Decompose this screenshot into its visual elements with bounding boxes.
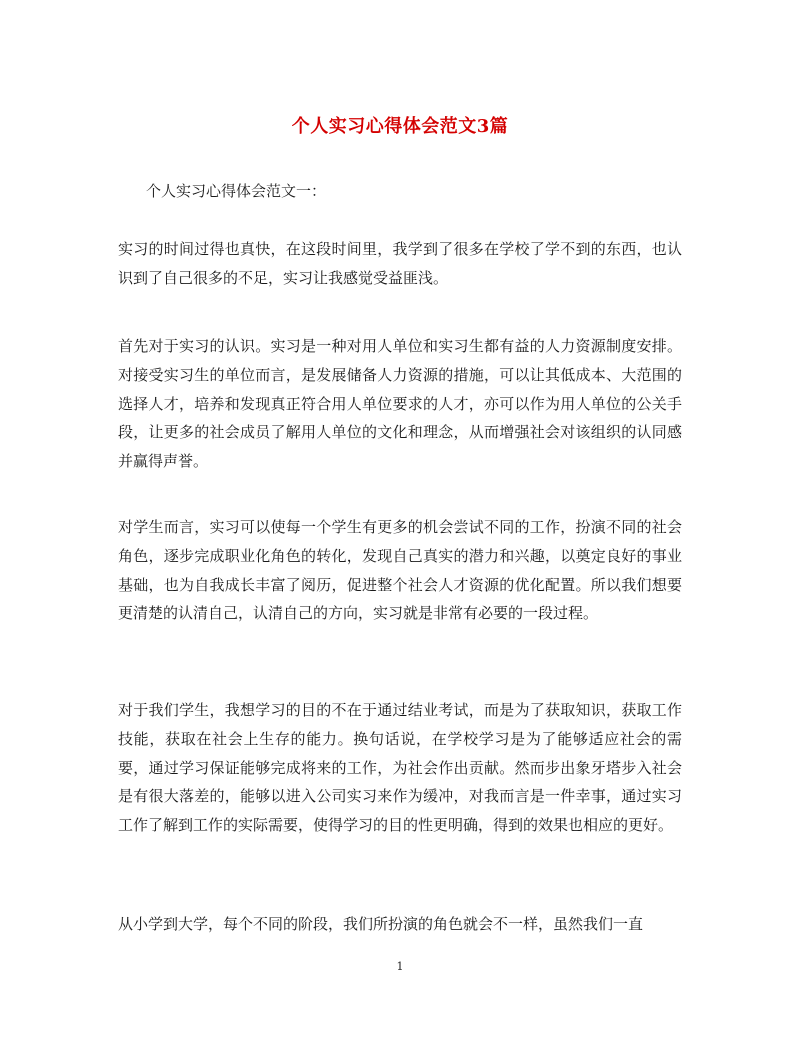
paragraph-4: 对于我们学生，我想学习的目的不在于通过结业考试，而是为了获取知识，获取工作技能，获取在社会上生存的能力。换句话说，在学校学习是为了能够适应社会的需要，通过学习保证能够完成将来的工作，为社会作出贡献。然而步出象牙塔步入社会是有很大落差的，能够以进入公司实习来作为缓冲，对我而言是一件幸事，通过实习工作了解到工作的实际需要，使得学习的目的性更明确，得到的效果也相应的更好。 bbox=[118, 701, 682, 835]
paragraph-3: 对学生而言，实习可以使每一个学生有更多的机会尝试不同的工作，扮演不同的社会角色，逐步完成职业化角色的转化，发现自己真实的潜力和兴趣，以奠定良好的事业基础，也为自我成长丰富了阅历，促进整个社会人才资源的优化配置。所以我们想要更清楚的认清自己，认清自己的方向，实习就是非常有必要的一段过程。 bbox=[118, 518, 682, 623]
document-title: 个人实习心得体会范文3篇 bbox=[291, 116, 509, 137]
paragraph-1: 实习的时间过得也真快，在这段时间里，我学到了很多在学校了学不到的东西，也认识到了自己很多的不足，实习让我感觉受益匪浅。 bbox=[118, 240, 682, 287]
paragraph-2: 首先对于实习的认识。实习是一种对用人单位和实习生都有益的人力资源制度安排。对接受实习生的单位而言，是发展储备人力资源的措施，可以让其低成本、大范围的选择人才，培养和发现真正符合用人单位要求的人才，亦可以作为用人单位的公关手段，让更多的社会成员了解用人单位的文化和理念，从而增强社会对该组织的认同感并赢得声誉。 bbox=[118, 337, 682, 471]
page-number: 1 bbox=[396, 960, 404, 973]
paragraph-5: 从小学到大学，每个不同的阶段，我们所扮演的角色就会不一样，虽然我们一直 bbox=[118, 915, 644, 933]
section-heading: 个人实习心得体会范文一： bbox=[146, 182, 327, 200]
